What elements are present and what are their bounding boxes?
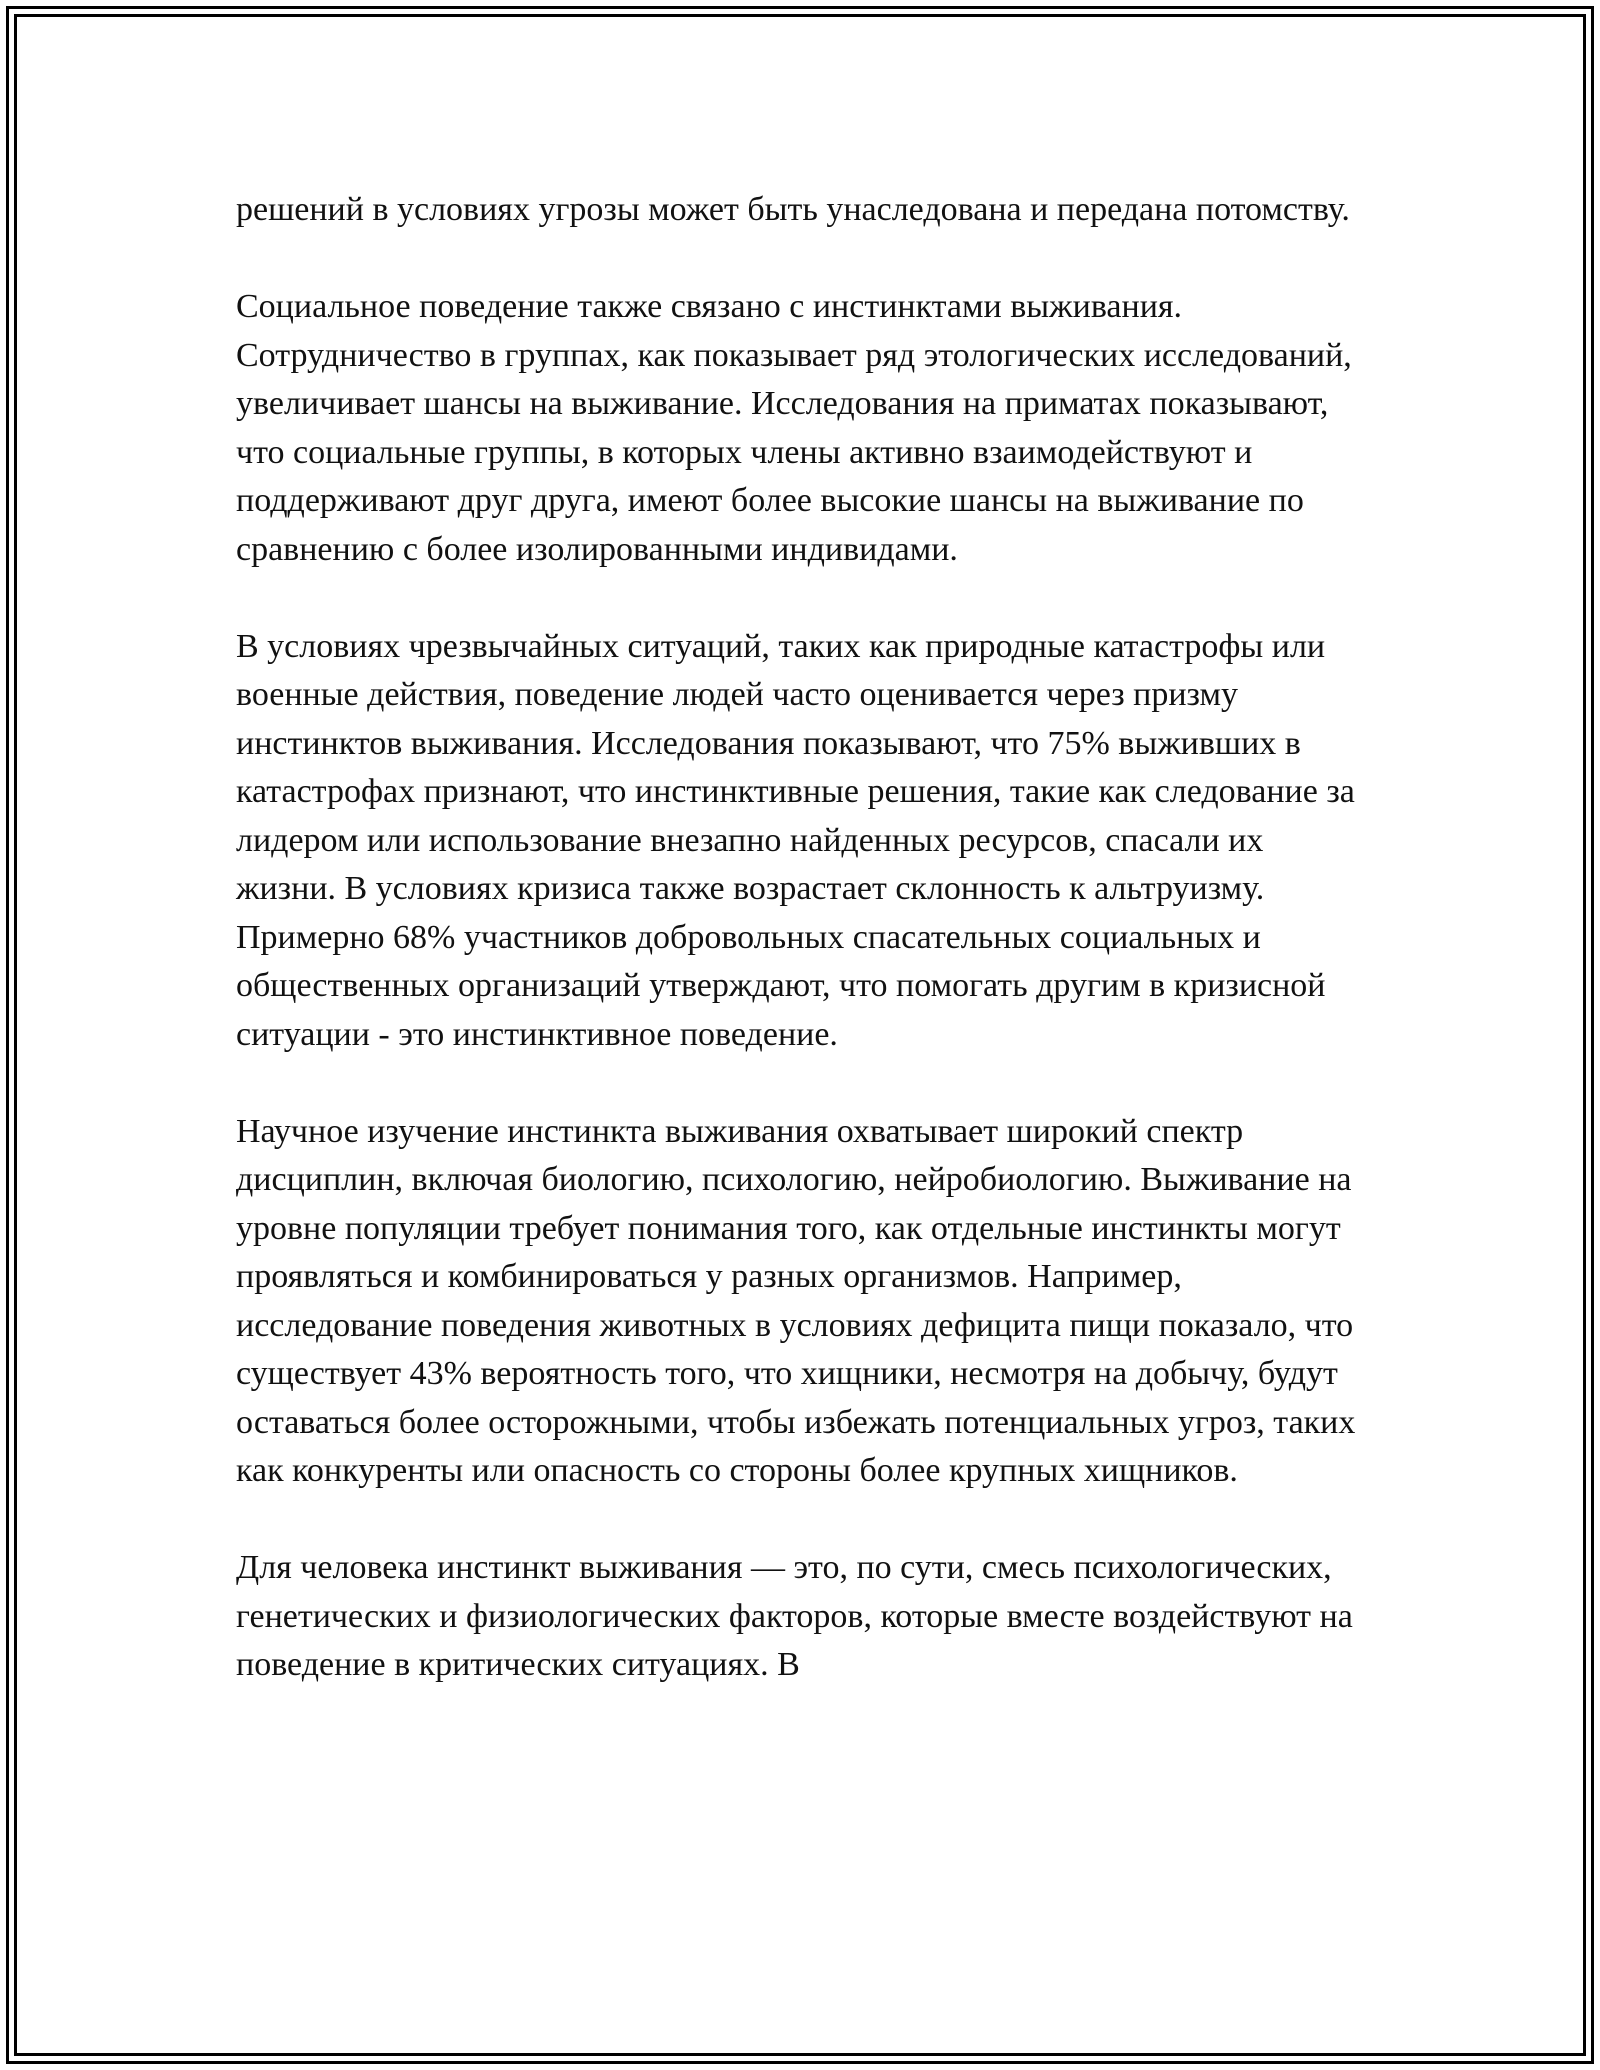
document-body (236, 186, 1366, 1690)
paragraph-2: Социальное поведение также связано с инстинктами выживания. Сотрудничество в группах, как показывает ряд этологических исследований, увеличивает шансы на выживание. Исследования на приматах показывают, что социальные группы, в которых члены активно взаимодействуют и поддерживают друг друга, имеют более высокие шансы на выживание по сравнению с более изолированными индивидами. (236, 288, 1352, 568)
paragraph-4: Научное изучение инстинкта выживания охватывает широкий спектр дисциплин, включая биологию, психологию, нейробиологию. Выживание на уровне популяции требует понимания того, как отдельные инстинкты могут проявляться и комбинироваться у разных организмов. Например, исследование поведения животных в условиях дефицита пищи показало, что существует 43% вероятность того, что хищники, несмотря на добычу, будут оставаться более осторожными, чтобы избежать потенциальных угроз, таких как конкуренты или опасность со стороны более крупных хищников. (236, 1112, 1356, 1489)
paragraph-5: Для человека инстинкт выживания — это, по сути, смесь психологических, генетических и физиологических факторов, которые вместе воздействуют на поведение в критических ситуациях. В (236, 1549, 1353, 1683)
paragraph-1: решений в условиях угрозы может быть унаследована и передана потомству. (236, 191, 1350, 228)
paragraph-3: В условиях чрезвычайных ситуаций, таких как природные катастрофы или военные действия, поведение людей часто оценивается через призму инстинктов выживания. Исследования показывают, что 75% выживших в катастрофах признают, что инстинктивные решения, такие как следование за лидером или использование внезапно найденных ресурсов, спасали их жизни. В условиях кризиса также возрастает склонность к альтруизму. Примерно 68% участников добровольных спасательных социальных и общественных организаций утверждают, что помогать другим в кризисной ситуации - это инстинктивное поведение. (236, 627, 1355, 1053)
